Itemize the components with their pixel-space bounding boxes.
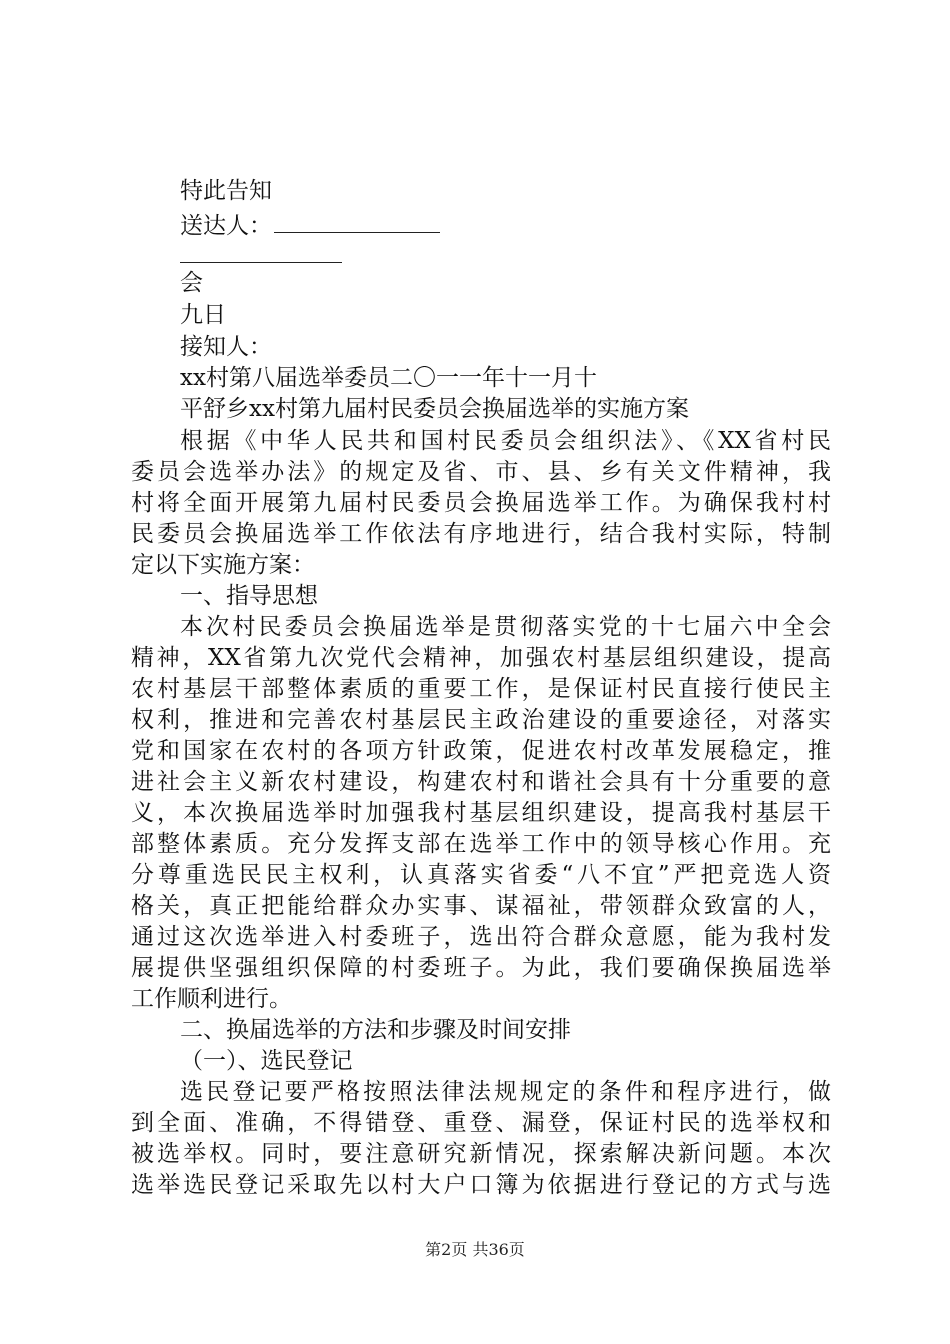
section1-line: 工作顺利进行。: [131, 986, 292, 1012]
section1-heading: 一、指导思想: [180, 583, 318, 609]
section2-line: 被选举权。同时，要注意研究新情况，探索解决新问题。本次: [131, 1141, 831, 1167]
section2-heading: 二、换届选举的方法和步骤及时间安排: [180, 1017, 571, 1043]
section1-line: 本次村民委员会换届选举是贯彻落实党的十七届六中全会: [180, 614, 831, 640]
section1-line: 党和国家在农村的各项方针政策，促进农村改革发展稳定，推: [131, 738, 831, 764]
doc-title: 平舒乡xx村第九届村民委员会换届选举的实施方案: [180, 396, 689, 422]
section1-line: 部整体素质。充分发挥支部在选举工作中的领导核心作用。充: [131, 831, 831, 857]
intro-line: 根据《中华人民共和国村民委员会组织法》、《XX省村民: [180, 428, 831, 454]
section1-line: 通过这次选举进入村委班子，选出符合群众意愿，能为我村发: [131, 924, 831, 950]
blank-rule: [180, 262, 342, 263]
signature-line: xx村第八届选举委员二〇一一年十一月十: [180, 365, 597, 391]
page-number: 第2页 共36页: [425, 1240, 525, 1259]
section1-line: 权利，推进和完善农村基层民主政治建设的重要途径，对落实: [131, 707, 831, 733]
intro-line: 定以下实施方案：: [131, 552, 315, 578]
section2-line: 到全面、准确，不得错登、重登、漏登，保证村民的选举权和: [131, 1110, 831, 1136]
section1-line: 进社会主义新农村建设，构建农村和谐社会具有十分重要的意: [131, 769, 831, 795]
section1-line: 格关，真正把能给群众办实事、谋福祉，带领群众致富的人，: [131, 893, 831, 919]
fragment-hui: 会: [180, 270, 203, 296]
section1-line: 义，本次换届选举时加强我村基层组织建设，提高我村基层干: [131, 800, 831, 826]
receiver-label: 接知人：: [180, 334, 272, 360]
fragment-jiuri: 九日: [180, 302, 226, 328]
sender-line: [180, 211, 440, 241]
intro-line: 委员会选举办法》的规定及省、市、县、乡有关文件精神，我: [131, 459, 831, 485]
intro-line: 民委员会换届选举工作依法有序地进行，结合我村实际，特制: [131, 521, 831, 547]
section2-line: 选举选民登记采取先以村大户口簿为依据进行登记的方式与选: [131, 1172, 831, 1198]
intro-line: 村将全面开展第九届村民委员会换届选举工作。为确保我村村: [131, 490, 831, 516]
section1-line: 分尊重选民民主权利，认真落实省委“八不宜”严把竞选人资: [131, 862, 831, 888]
sender-label: 送达人：: [180, 213, 272, 239]
section1-line: 展提供坚强组织保障的村委班子。为此，我们要确保换届选举: [131, 955, 831, 981]
closing-text: 特此告知: [180, 178, 272, 204]
section1-line: 精神，XX省第九次党代会精神，加强农村基层组织建设，提高: [131, 645, 831, 671]
section2-line: 选民登记要严格按照法律法规规定的条件和程序进行，做: [180, 1079, 831, 1105]
section2-subheading: （一）、选民登记: [180, 1048, 353, 1074]
section1-line: 农村基层干部整体素质的重要工作，是保证村民直接行使民主: [131, 676, 831, 702]
sender-blank: [274, 214, 440, 233]
